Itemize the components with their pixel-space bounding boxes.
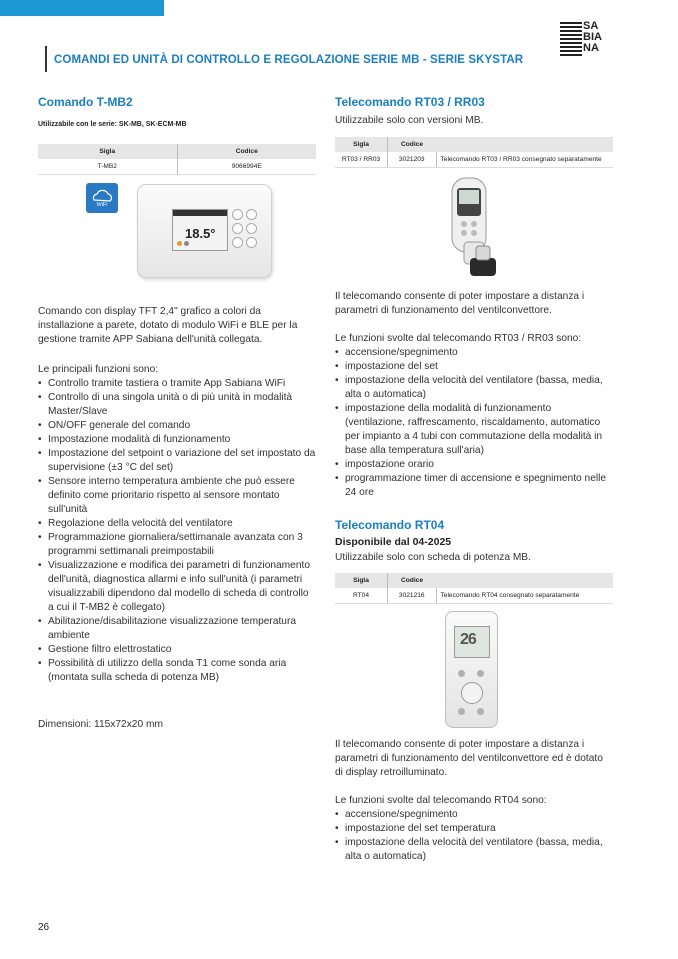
list-item: • ON/OFF generale del comando	[38, 419, 316, 433]
list-item: • Sensore interno temperatura ambiente che può essere definito come prioritario rispetto al sensore montato sull'unità	[38, 475, 316, 517]
tmb2-compat: Utilizzabile con le serie: SK-MB, SK-ECM-MB	[38, 121, 187, 128]
tmb2-device-image	[137, 184, 272, 278]
table-header-row: Sigla Codice	[335, 573, 613, 588]
page-number: 26	[38, 922, 50, 933]
list-item: • Controllo tramite tastiera o tramite App Sabiana WiFi	[38, 377, 316, 391]
page-title: COMANDI ED UNITÀ DI CONTROLLO E REGOLAZIONE SERIE MB - SERIE SKYSTAR	[54, 54, 524, 66]
table-header-row: Sigla Codice	[335, 137, 613, 152]
list-item: • impostazione orario	[335, 458, 613, 472]
table-row: RT04 3021216 Telecomando RT04 consegnato separatamente	[335, 588, 613, 604]
rt04-remote-image	[445, 611, 498, 728]
list-item: • Visualizzazione e modifica dei parametri di funzionamento dell'unità, diagnostica allarmi e info sull'unità (i parametri visualizzabili dipendono dal modello di scheda di controllo a cui il T-MB2 è collegato)	[38, 559, 316, 615]
list-item: • Impostazione del setpoint o variazione del set impostato da supervisione (±3 °C del set)	[38, 447, 316, 475]
rt03-functions-intro: Le funzioni svolte dal telecomando RT03 / RR03 sono:	[335, 333, 582, 344]
table-row: RT03 / RR03 3021203 Telecomando RT03 / RR03 consegnato separatamente	[335, 152, 613, 168]
list-item: • Possibilità di utilizzo della sonda T1 come sonda aria (montata sulla scheda di potenza MB)	[38, 657, 316, 685]
rt04-functions-list	[335, 808, 613, 864]
list-item: • impostazione del set temperatura	[335, 822, 613, 836]
rt04-description: Il telecomando consente di poter impostare a distanza i parametri di funzionamento del ventilconvettore ed è dotato di display retroilluminato.	[335, 739, 603, 778]
list-item: • accensione/spegnimento	[335, 346, 613, 360]
tmb2-functions-intro: Le principali funzioni sono:	[38, 364, 159, 375]
dpad	[461, 682, 483, 704]
rt04-compat: Utilizzabile solo con scheda di potenza MB.	[335, 552, 531, 563]
header-divider	[45, 46, 47, 72]
tmb2-dimensions: Dimensioni: 115x72x20 mm	[38, 719, 163, 730]
rt03-description: Il telecomando consente di poter impostare a distanza i parametri di funzionamento del ventilconvettore.	[335, 291, 585, 316]
list-item: • Controllo di una singola unità o di più unità in modalità Master/Slave	[38, 391, 316, 419]
rt03-remote-image	[444, 174, 508, 282]
list-item: • impostazione della velocità del ventilatore (bassa, media, alta o automatica)	[335, 374, 613, 402]
table-row: T-MB2 9066994E	[38, 159, 316, 175]
list-item: • Impostazione modalità di funzionamento	[38, 433, 316, 447]
rt03-compat: Utilizzabile solo con versioni MB.	[335, 115, 484, 126]
list-item: • Programmazione giornaliera/settimanale avanzata con 3 programmi settimanali preimpostabili	[38, 531, 316, 559]
list-item: • Regolazione della velocità del ventilatore	[38, 517, 316, 531]
rt04-availability: Disponibile dal 04-2025	[335, 536, 452, 548]
list-item: • impostazione della velocità del ventilatore (bassa, media, alta o automatica)	[335, 836, 613, 864]
list-item: • impostazione della modalità di funzionamento (ventilazione, raffrescamento, riscaldamento, automatico per impianto a 4 tubi con commutazione della modalità in base alla temperatura sull'aria)	[335, 402, 613, 458]
wifi-badge: WiFi	[86, 183, 118, 213]
rt03-code-table	[335, 137, 613, 168]
tmb2-screen: 18.5°	[172, 209, 228, 251]
logo-wordmark: SA BIA NA	[583, 20, 602, 54]
list-item: • programmazione timer di accensione e spegnimento nelle 24 ore	[335, 472, 613, 500]
rt03-functions-list	[335, 346, 613, 500]
sabiana-logo	[560, 22, 614, 56]
tmb2-functions-list	[38, 377, 316, 685]
rt04-code-table	[335, 573, 613, 604]
logo-stripes	[560, 22, 582, 56]
rt04-functions-intro: Le funzioni svolte dal telecomando RT04 sono:	[335, 795, 547, 806]
list-item: • Abilitazione/disabilitazione visualizzazione temperatura ambiente	[38, 615, 316, 643]
rt04-screen: 26	[454, 626, 490, 658]
cloud-icon	[86, 183, 118, 213]
tmb2-title: Comando T-MB2	[38, 95, 133, 109]
rt03-title: Telecomando RT03 / RR03	[335, 95, 485, 109]
list-item: • Gestione filtro elettrostatico	[38, 643, 316, 657]
list-item: • impostazione del set	[335, 360, 613, 374]
tmb2-code-table	[38, 144, 316, 175]
table-header-row: Sigla Codice	[38, 144, 316, 159]
top-accent-bar	[0, 0, 164, 16]
tmb2-description: Comando con display TFT 2,4" grafico a colori da installazione a parete, dotato di modulo WiFi e BLE per la gestione tramite APP Sabiana dell'unità collegata.	[38, 306, 298, 345]
rt04-title: Telecomando RT04	[335, 518, 445, 532]
list-item: • accensione/spegnimento	[335, 808, 613, 822]
